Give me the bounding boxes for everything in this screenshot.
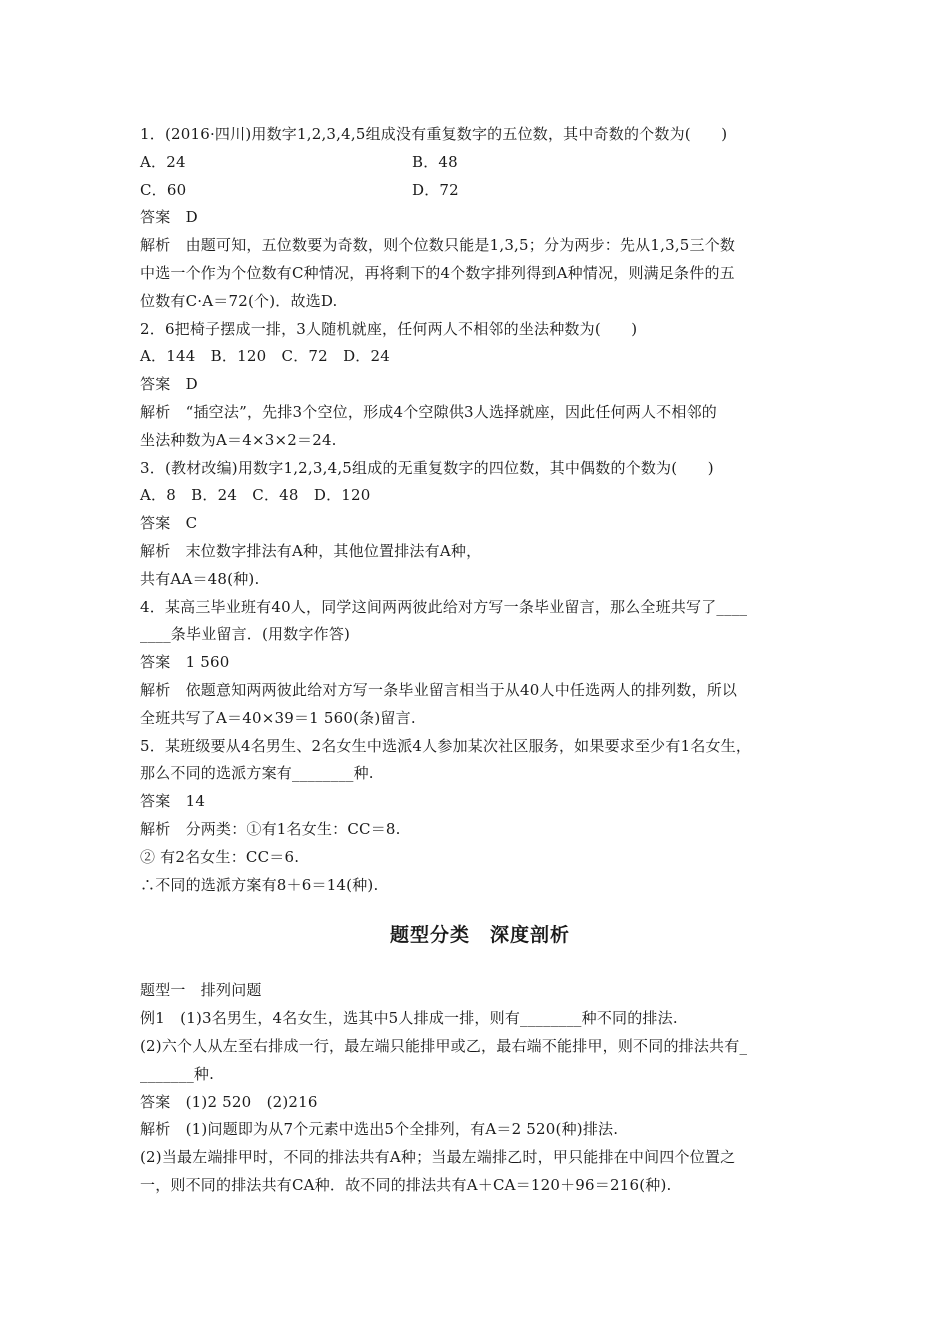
example-1-answer: 答案 (1)2 520 (2)216 — [140, 1092, 318, 1111]
question-4-stem-line: 4．某高三毕业班有40人，同学这间两两彼此给对方写一条毕业留言，那么全班共写了____ — [140, 597, 748, 616]
question-1-answer: 答案 D — [140, 208, 198, 227]
question-1-analysis-line: 中选一个作为个位数有C种情况，再将剩下的4个数字排列得到A种情况，则满足条件的五 — [140, 263, 735, 282]
question-1-options-row-1 — [140, 149, 820, 177]
question-4-analysis-line: 解析 依题意知两两彼此给对方写一条毕业留言相当于从40人中任选两人的排列数，所以 — [140, 680, 738, 699]
question-4-analysis-line: 全班共写了A＝40×39＝1 560(条)留言. — [140, 708, 416, 727]
question-4-answer: 答案 1 560 — [140, 653, 230, 672]
question-2-answer: 答案 D — [140, 375, 198, 394]
question-1-options-row-2 — [140, 177, 820, 205]
question-5-answer: 答案 14 — [140, 792, 206, 811]
question-2-options: A．144 B．120 C．72 D．24 — [140, 347, 390, 366]
example-1-line: _______种. — [140, 1064, 215, 1083]
question-1-analysis-line: 位数有C·A＝72(个)．故选D. — [140, 291, 338, 310]
question-3-options: A．8 B．24 C．48 D．120 — [140, 486, 371, 505]
question-5-stem-line: 5．某班级要从4名男生、2名女生中选派4人参加某次社区服务，如果要求至少有1名女生， — [140, 736, 752, 755]
question-1-analysis-line: 解析 由题可知，五位数要为奇数，则个位数只能是1,3,5；分为两步：先从1,3,5三个数 — [140, 236, 736, 255]
question-3-analysis-line: 共有AA＝48(种). — [140, 569, 260, 588]
question-5-analysis-line: 解析 分两类：①有1名女生：CC＝8. — [140, 819, 401, 838]
type-1-heading: 题型一 排列问题 — [140, 981, 262, 1000]
example-1-analysis-line: 一，则不同的排法共有CA种．故不同的排法共有A＋CA＝120＋96＝216(种). — [140, 1175, 672, 1194]
question-1-stem: 1．(2016·四川)用数字1,2,3,4,5组成没有重复数字的五位数，其中奇数的个数为( ) — [140, 125, 728, 143]
example-1-line: (2)六个人从左至右排成一行，最左端只能排甲或乙，最右端不能排甲，则不同的排法共有_ — [140, 1036, 748, 1055]
question-1-option-a: A．24 — [140, 152, 186, 171]
question-3-stem: 3．(教材改编)用数字1,2,3,4,5组成的无重复数字的四位数，其中偶数的个数为( ) — [140, 458, 714, 477]
document-page — [140, 121, 820, 1200]
question-1-option-c: C．60 — [140, 180, 187, 199]
question-3-analysis-line: 解析 末位数字排法有A种，其他位置排法有A种， — [140, 541, 482, 560]
example-1-line: 例1 (1)3名男生，4名女生，选其中5人排成一排，则有________种不同的排法. — [140, 1009, 678, 1028]
question-5-analysis-line: ∴不同的选派方案有8＋6＝14(种). — [140, 875, 379, 894]
question-5-stem-line: 那么不同的选派方案有________种. — [140, 764, 374, 783]
question-1-option-d: D．72 — [412, 180, 459, 199]
example-1-analysis-line: (2)当最左端排甲时，不同的排法共有A种；当最左端排乙时，甲只能排在中间四个位置之 — [140, 1148, 736, 1167]
question-2-stem: 2．6把椅子摆成一排，3人随机就座，任何两人不相邻的坐法种数为( ) — [140, 319, 638, 338]
question-2-analysis-line: 坐法种数为A＝4×3×2＝24. — [140, 430, 337, 449]
question-4-stem-line: ____条毕业留言．(用数字作答) — [140, 625, 351, 644]
question-3-answer: 答案 C — [140, 514, 198, 533]
example-1-analysis-line: 解析 (1)问题即为从7个元素中选出5个全排列，有A＝2 520(种)排法. — [140, 1120, 619, 1139]
question-1-option-b: B．48 — [412, 152, 458, 171]
section-spacer — [140, 899, 820, 921]
question-2-analysis-line: 解析 “插空法”，先排3个空位，形成4个空隙供3人选择就座，因此任何两人不相邻的 — [140, 402, 717, 421]
question-5-analysis-line: ② 有2名女生：CC＝6. — [140, 847, 300, 866]
section-title: 题型分类 深度剖析 — [389, 924, 570, 947]
section-spacer — [140, 949, 820, 977]
